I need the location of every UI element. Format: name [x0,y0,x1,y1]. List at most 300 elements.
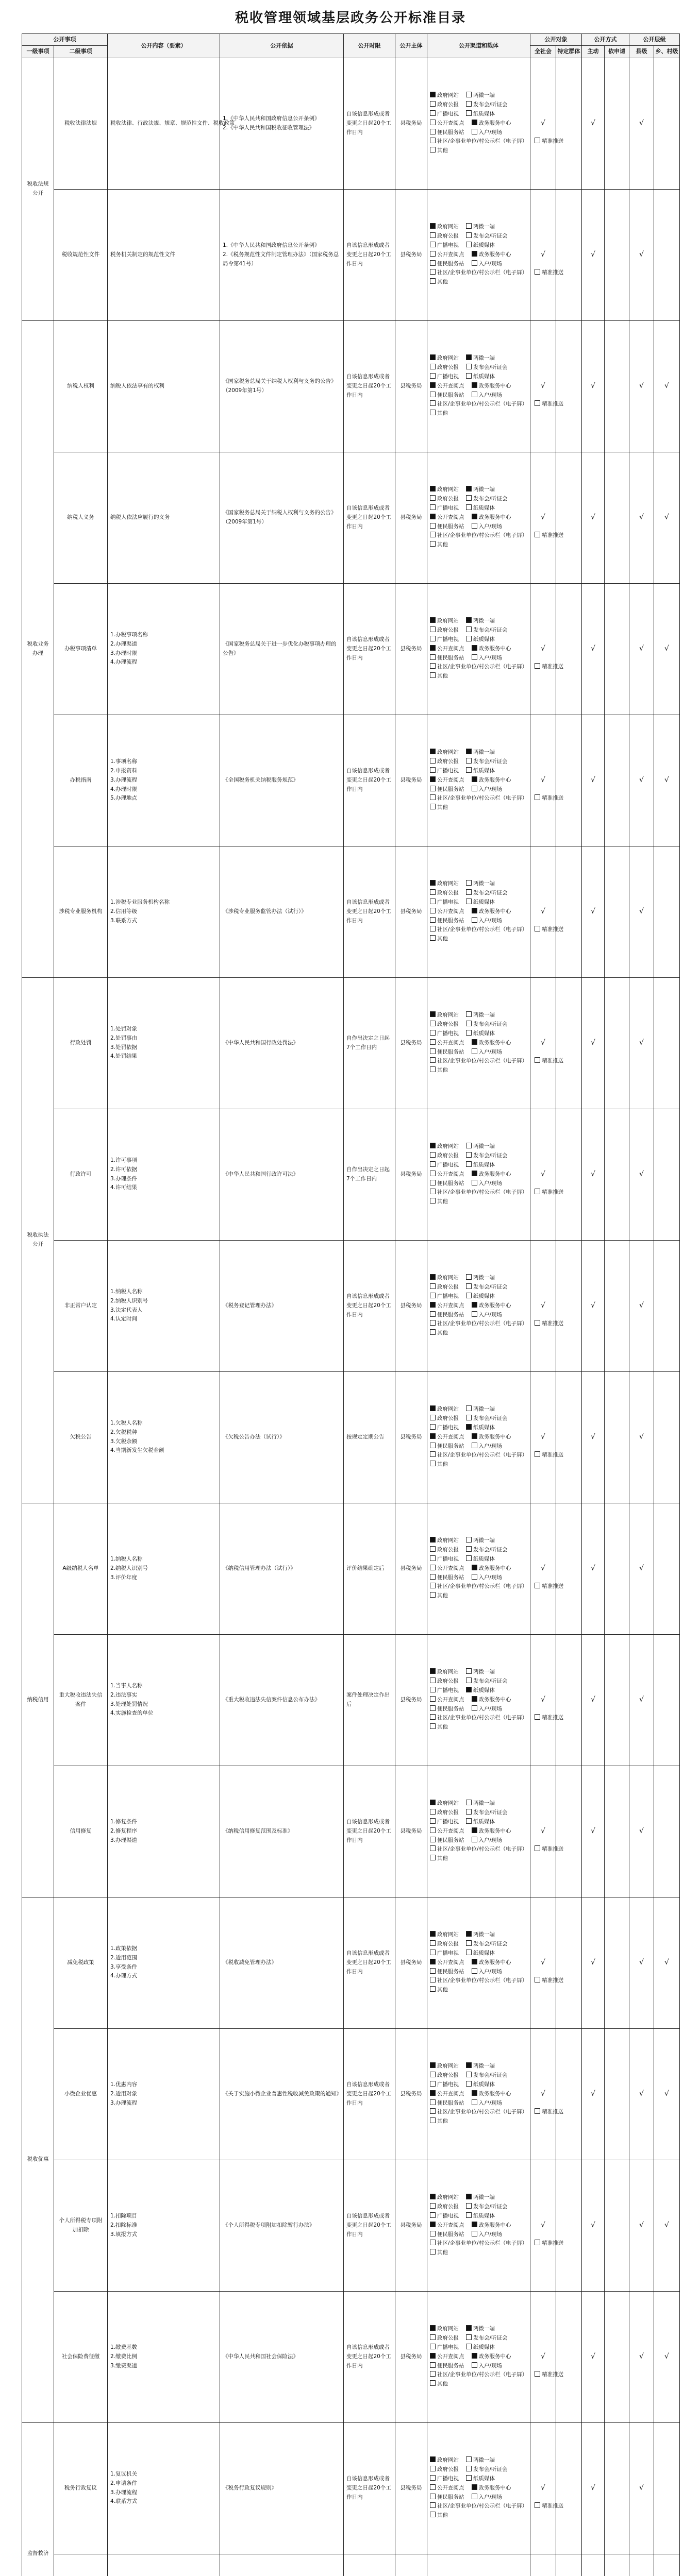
channel-line [430,1808,527,1818]
checkbox-empty-icon [472,1574,477,1580]
checkbox-empty-icon [430,1443,436,1448]
channel-option-label: 发布会/听证会 [473,1546,508,1553]
checkbox-checked-icon [472,514,477,519]
checkbox-empty-icon [430,373,436,379]
content-line: 4.实施检查的单位 [110,1710,154,1717]
checkbox-checked-icon [472,1696,477,1702]
object-all-check [530,2554,556,2576]
channel-option-label: 精准推送 [542,401,564,408]
object-all-check: √ [530,1109,556,1240]
time-cell: 自该信息形成或者变更之日起20个工作日内 [344,1897,395,2028]
channel-option-label: 纸质媒体 [473,110,495,117]
checkbox-empty-icon [466,1030,472,1036]
channel-line [430,232,527,241]
channel-option-label: 纸质媒体 [473,2475,495,2482]
checkbox-checked-icon [466,2194,472,2199]
checkbox-empty-icon [430,1171,436,1176]
content-line: 2.纳税人识别号 [110,1565,148,1571]
channel-option-label: 两微一端 [473,749,495,756]
channel-line [430,1930,527,1940]
level1-cell: 纳税信用 [22,1503,54,1897]
channel-line [430,2239,564,2248]
checkbox-empty-icon [472,2494,477,2499]
checkbox-checked-icon [472,1171,477,1176]
checkbox-checked-icon [430,2456,436,2462]
checkbox-empty-icon [472,260,477,266]
channel-option-label: 公开查阅点 [437,908,464,914]
checkbox-checked-icon [430,1800,436,1805]
content-cell [108,977,220,1109]
level1-cell: 监督救济 [22,2422,54,2576]
checkbox-empty-icon [535,1451,540,1457]
checkbox-empty-icon [430,129,436,134]
checkbox-empty-icon [430,1180,436,1185]
basis-line: 《涉税专业服务监管办法（试行）》 [223,908,307,914]
checkbox-empty-icon [430,1827,436,1833]
channel-option-label: 社区/企事业单位/村公示栏（电子屏） [437,2371,528,2378]
channel-option-label: 其他 [437,2118,448,2125]
channel-line [430,2248,527,2258]
subject-cell: 县税务局 [395,977,427,1109]
channel-option-label: 政府公报 [437,758,459,765]
channel-line [430,1968,527,1977]
checkbox-empty-icon [430,1152,436,1158]
checkbox-checked-icon [430,1668,436,1674]
content-line: 3.缴费渠道 [110,2362,138,2369]
checkbox-empty-icon [430,2249,436,2255]
subject-cell: 县税务局 [395,1634,427,1766]
channel-line [430,2511,527,2520]
mode-active-check: √ [582,189,605,320]
level-county-check: √ [629,715,654,846]
channel-option-label: 发布会/听证会 [473,364,508,370]
channel-option-label: 入户/现场 [478,1443,503,1449]
channel-line [430,767,527,776]
object-all-check: √ [530,1634,556,1766]
channel-option-label: 便民服务站 [437,1443,464,1449]
level-town-check [654,1766,680,1897]
channel-option-label: 政府公报 [437,1152,459,1159]
channel-line [430,1283,527,1292]
content-line: 1.事项名称 [110,758,138,765]
channel-option-label: 精准推送 [542,1715,564,1721]
checkbox-empty-icon [430,2072,436,2077]
channel-option-label: 便民服务站 [437,1311,464,1318]
checkbox-empty-icon [472,2362,477,2368]
channel-option-label: 广播电视 [437,767,459,774]
checkbox-empty-icon [466,1950,472,1955]
checkbox-checked-icon [430,1931,436,1937]
channel-option-label: 发布会/听证会 [473,2466,508,2472]
basis-line: 《国家税务总局关于进一步优化办税事项办理的公告》 [223,640,337,656]
object-all-check: √ [530,1371,556,1503]
checkbox-empty-icon [430,654,436,660]
channel-line [430,1066,527,1075]
mode-apply-check [605,1240,629,1371]
channel-option-label: 政府公报 [437,101,459,108]
channel-option-label: 其他 [437,2381,448,2387]
checkbox-empty-icon [430,1555,436,1561]
object-special-check [556,189,582,320]
channel-cell [427,1371,564,1503]
channel-line [430,917,527,926]
mode-apply-check [605,1766,629,1897]
level-county-check: √ [629,1109,654,1240]
checkbox-empty-icon [535,532,540,537]
object-special-check [556,2160,582,2291]
channel-line [430,2502,564,2511]
channel-option-label: 两微一端 [473,355,495,362]
object-all-check: √ [530,1766,556,1897]
checkbox-empty-icon [430,1809,436,1815]
channel-line [430,1301,527,1311]
channel-option-label: 两微一端 [473,2063,495,2070]
basis-cell [220,2291,344,2422]
content-line: 4.处罚结果 [110,1053,138,1060]
channel-option-label: 入户/现场 [478,260,503,267]
checkbox-empty-icon [430,1723,436,1729]
channel-option-label: 发布会/听证会 [473,1677,508,1684]
channel-option-label: 社区/企事业单位/村公示栏（电子屏） [437,1320,528,1327]
mode-active-check: √ [582,1766,605,1897]
checkbox-empty-icon [466,92,472,97]
mode-apply-check [605,1371,629,1503]
checkbox-checked-icon [430,1537,436,1543]
level-town-check: √ [654,715,680,846]
checkbox-empty-icon [466,889,472,895]
channel-option-label: 精准推送 [542,2503,564,2510]
checkbox-empty-icon [430,523,436,529]
checkbox-empty-icon [430,663,436,669]
content-line: 4.联系方式 [110,2498,138,2505]
content-line: 3.处理处罚情况 [110,1701,148,1707]
channel-option-label: 政务服务中心 [478,382,511,389]
channel-line [430,2343,527,2352]
level2-cell: 个人所得税专项附加扣除 [54,2160,108,2291]
channel-option-label: 其他 [437,1987,448,1993]
channel-line [430,400,564,409]
basis-line: 《个人所得税专项附加扣除暂行办法》 [223,2222,315,2228]
checkbox-empty-icon [466,1800,472,1805]
checkbox-checked-icon [430,617,436,623]
content-line: 税收法律、行政法规、规章、规范性文件、税收政策 [110,120,235,126]
channel-line [430,2202,527,2212]
channel-option-label: 纸质媒体 [473,2081,495,2088]
channel-line [430,2117,527,2126]
basis-line: 《全国税务机关纳税服务规范》 [223,776,298,783]
channel-line [430,268,564,278]
checkbox-empty-icon [466,1677,472,1683]
channel-option-label: 政务服务中心 [478,1302,511,1309]
basis-cell [220,452,344,583]
channel-line [430,803,527,812]
table-row [22,1766,680,1897]
object-all-check: √ [530,715,556,846]
checkbox-empty-icon [466,1537,472,1543]
channel-cell [427,846,564,977]
checkbox-empty-icon [466,110,472,116]
channel-option-label: 政府网站 [437,1800,459,1807]
channel-line [430,1714,564,1723]
checkbox-empty-icon [430,1048,436,1054]
checkbox-checked-icon [430,645,436,651]
channel-line [430,485,527,495]
checkbox-checked-icon [430,749,436,754]
basis-line: 《中华人民共和国行政处罚法》 [223,1039,298,1046]
level2-cell: 信用修复 [54,1766,108,1897]
mode-apply-check [605,977,629,1109]
channel-line [430,119,527,128]
checkbox-empty-icon [466,1021,472,1026]
checkbox-empty-icon [430,1565,436,1570]
channel-line [430,522,527,532]
channel-option-label: 社区/企事业单位/村公示栏（电子屏） [437,1452,528,1459]
channel-option-label: 两微一端 [473,224,495,230]
channel-option-label: 便民服务站 [437,260,464,267]
object-special-check [556,1371,582,1503]
mode-apply-check [605,1109,629,1240]
channel-line [430,879,527,889]
object-special-check [556,452,582,583]
channel-option-label: 便民服务站 [437,1574,464,1581]
channel-option-label: 广播电视 [437,899,459,905]
checkbox-empty-icon [430,2212,436,2218]
checkbox-empty-icon [535,1845,540,1851]
channel-line [430,898,527,907]
channel-option-label: 公开查阅点 [437,1959,464,1965]
content-cell [108,2028,220,2160]
channel-option-label: 纸质媒体 [473,2344,495,2350]
level-town-check: √ [654,320,680,452]
content-line: 3.办理条件 [110,1175,138,1182]
channel-option-label: 广播电视 [437,1818,459,1825]
channel-line [430,2465,527,2475]
channel-option-label: 两微一端 [473,1800,495,1807]
content-line: 3.填报方式 [110,2231,138,2238]
checkbox-empty-icon [430,101,436,107]
checkbox-checked-icon [430,1959,436,1964]
channel-cell [427,1109,564,1240]
channel-line [430,391,527,400]
channel-option-label: 发布会/听证会 [473,2203,508,2210]
channel-option-label: 政府公报 [437,1809,459,1816]
level-county-check: √ [629,583,654,715]
checkbox-empty-icon [430,1687,436,1692]
channel-option-label: 入户/现场 [478,1311,503,1318]
basis-line: 2.《税务规范性文件制定管理办法》（国家税务总局令第41号） [223,251,339,267]
channel-line [430,504,527,513]
subject-cell: 县税务局 [395,2291,427,2422]
header-level1: 一级事项 [22,46,54,58]
channel-option-label: 公开查阅点 [437,1302,464,1309]
channel-line [430,1423,527,1433]
basis-line: 《国家税务总局关于纳税人权利与义务的公告》（2009年第1号） [223,509,337,525]
content-cell [108,1766,220,1897]
level-town-check [654,1109,680,1240]
level-town-check: √ [654,1897,680,2028]
basis-line: 1.《中华人民共和国政府信息公开条例》 [223,115,320,122]
checkbox-empty-icon [430,1283,436,1289]
mode-active-check [582,2554,605,2576]
checkbox-empty-icon [430,1977,436,1982]
content-line: 1.复议机关 [110,2470,138,2477]
mode-apply-check [605,2291,629,2422]
channel-line [430,2456,527,2465]
content-cell [108,2291,220,2422]
checkbox-checked-icon [430,2090,436,2096]
channel-option-label: 广播电视 [437,2475,459,2482]
content-line: 1.政策依据 [110,1945,138,1952]
checkbox-checked-icon [466,749,472,754]
level2-cell: 小微企业优惠 [54,2028,108,2160]
content-cell [108,2422,220,2554]
checkbox-empty-icon [430,147,436,152]
checkbox-empty-icon [466,1940,472,1946]
channel-line [430,1451,564,1460]
checkbox-empty-icon [466,899,472,904]
level-town-check [654,1503,680,1634]
channel-option-label: 政务服务中心 [478,2090,511,2097]
channel-option-label: 便民服务站 [437,523,464,530]
checkbox-checked-icon [466,354,472,360]
mode-apply-check [605,846,629,977]
content-line: 2.许可依据 [110,1166,138,1173]
channel-option-label: 政务服务中心 [478,2222,511,2228]
object-special-check [556,320,582,452]
object-special-check [556,2028,582,2160]
channel-line [430,372,527,382]
table-row [22,583,680,715]
time-cell: 自该信息形成或者变更之日起20个工作日内 [344,583,395,715]
basis-line: 2.《中华人民共和国税收征收管理法》 [223,124,315,131]
channel-option-label: 政府网站 [437,92,459,99]
channel-cell [427,452,564,583]
channel-cell [427,1897,564,2028]
channel-option-label: 政府公报 [437,889,459,896]
subject-cell: 县税务局 [395,1371,427,1503]
object-all-check: √ [530,189,556,320]
mode-apply-check [605,320,629,452]
object-all-check: √ [530,1897,556,2028]
checkbox-empty-icon [472,129,477,134]
content-line: 1.优惠内容 [110,2081,138,2088]
channel-option-label: 政府网站 [437,618,459,624]
content-cell [108,2160,220,2291]
table-row [22,2028,680,2160]
channel-option-label: 广播电视 [437,1555,459,1562]
subject-cell: 县税务局 [395,846,427,977]
level1-cell: 税收业务办理 [22,320,54,977]
checkbox-empty-icon [430,410,436,415]
level2-cell: 办税指南 [54,715,108,846]
channel-option-label: 入户/现场 [478,1837,503,1843]
checkbox-empty-icon [430,2371,436,2377]
object-all-check: √ [530,846,556,977]
content-line: 4.许可结果 [110,1184,138,1191]
channel-option-label: 广播电视 [437,242,459,248]
checkbox-empty-icon [430,269,436,275]
basis-cell [220,1503,344,1634]
channel-option-label: 其他 [437,1461,448,1468]
checkbox-empty-icon [430,2240,436,2245]
basis-cell [220,1109,344,1240]
channel-cell [427,2291,564,2422]
channel-option-label: 纸质媒体 [473,899,495,905]
channel-option-label: 政府公报 [437,1283,459,1290]
channel-option-label: 政府公报 [437,495,459,502]
checkbox-checked-icon [430,1433,436,1439]
object-all-check: √ [530,1240,556,1371]
checkbox-empty-icon [430,2334,436,2340]
channel-option-label: 入户/现场 [478,1968,503,1975]
object-special-check [556,2291,582,2422]
channel-option-label: 两微一端 [473,880,495,887]
basis-cell [220,58,344,189]
channel-option-label: 政府公报 [437,2072,459,2078]
channel-option-label: 社区/企事业单位/村公示栏（电子屏） [437,138,528,145]
content-line: 3.办理渠道 [110,1837,138,1843]
checkbox-empty-icon [466,1293,472,1298]
basis-cell [220,1897,344,2028]
channel-option-label: 其他 [437,410,448,417]
channel-option-label: 政府网站 [437,2063,459,2070]
channel-option-label: 入户/现场 [478,917,503,924]
content-line: 1.修复条件 [110,1818,138,1825]
subject-cell: 县税务局 [395,58,427,189]
channel-option-label: 广播电视 [437,1293,459,1299]
channel-option-label: 便民服务站 [437,1968,464,1975]
level-county-check: √ [629,2028,654,2160]
checkbox-empty-icon [430,2380,436,2386]
channel-option-label: 社区/企事业单位/村公示栏（电子屏） [437,401,528,408]
channel-option-label: 精准推送 [542,2240,564,2247]
channel-option-label: 广播电视 [437,373,459,380]
checkbox-empty-icon [466,364,472,369]
checkbox-empty-icon [466,2072,472,2077]
basis-line: 《中华人民共和国行政许可法》 [223,1171,298,1177]
checkbox-empty-icon [430,889,436,895]
channel-line [430,2221,527,2230]
channel-option-label: 纸质媒体 [473,1818,495,1825]
checkbox-empty-icon [466,1546,472,1552]
channel-option-label: 两微一端 [473,1275,495,1281]
channel-option-label: 社区/企事业单位/村公示栏（电子屏） [437,269,528,276]
channel-option-label: 两微一端 [473,2457,495,2464]
header-object-special: 特定群体 [556,46,582,58]
channel-line [430,278,527,287]
channel-option-label: 纸质媒体 [473,242,495,248]
content-line: 2.申请条件 [110,2480,138,2486]
channel-option-label: 公开查阅点 [437,251,464,258]
checkbox-checked-icon [430,2222,436,2227]
channel-option-label: 政府公报 [437,232,459,239]
checkbox-empty-icon [472,917,477,923]
header-time: 公开时限 [344,34,395,58]
channel-option-label: 政府网站 [437,355,459,362]
channel-option-label: 精准推送 [542,1189,564,1196]
basis-cell [220,1371,344,1503]
checkbox-checked-icon [430,1274,436,1280]
channel-option-label: 其他 [437,1330,448,1336]
checkbox-empty-icon [466,2334,472,2340]
checkbox-empty-icon [466,626,472,632]
channel-line [430,100,527,110]
checkbox-empty-icon [430,2203,436,2209]
checkbox-checked-icon [430,2325,436,2331]
channel-option-label: 广播电视 [437,2344,459,2350]
basis-line: 《纳税信用管理办法（试行）》 [223,1565,296,1571]
checkbox-empty-icon [430,1293,436,1298]
